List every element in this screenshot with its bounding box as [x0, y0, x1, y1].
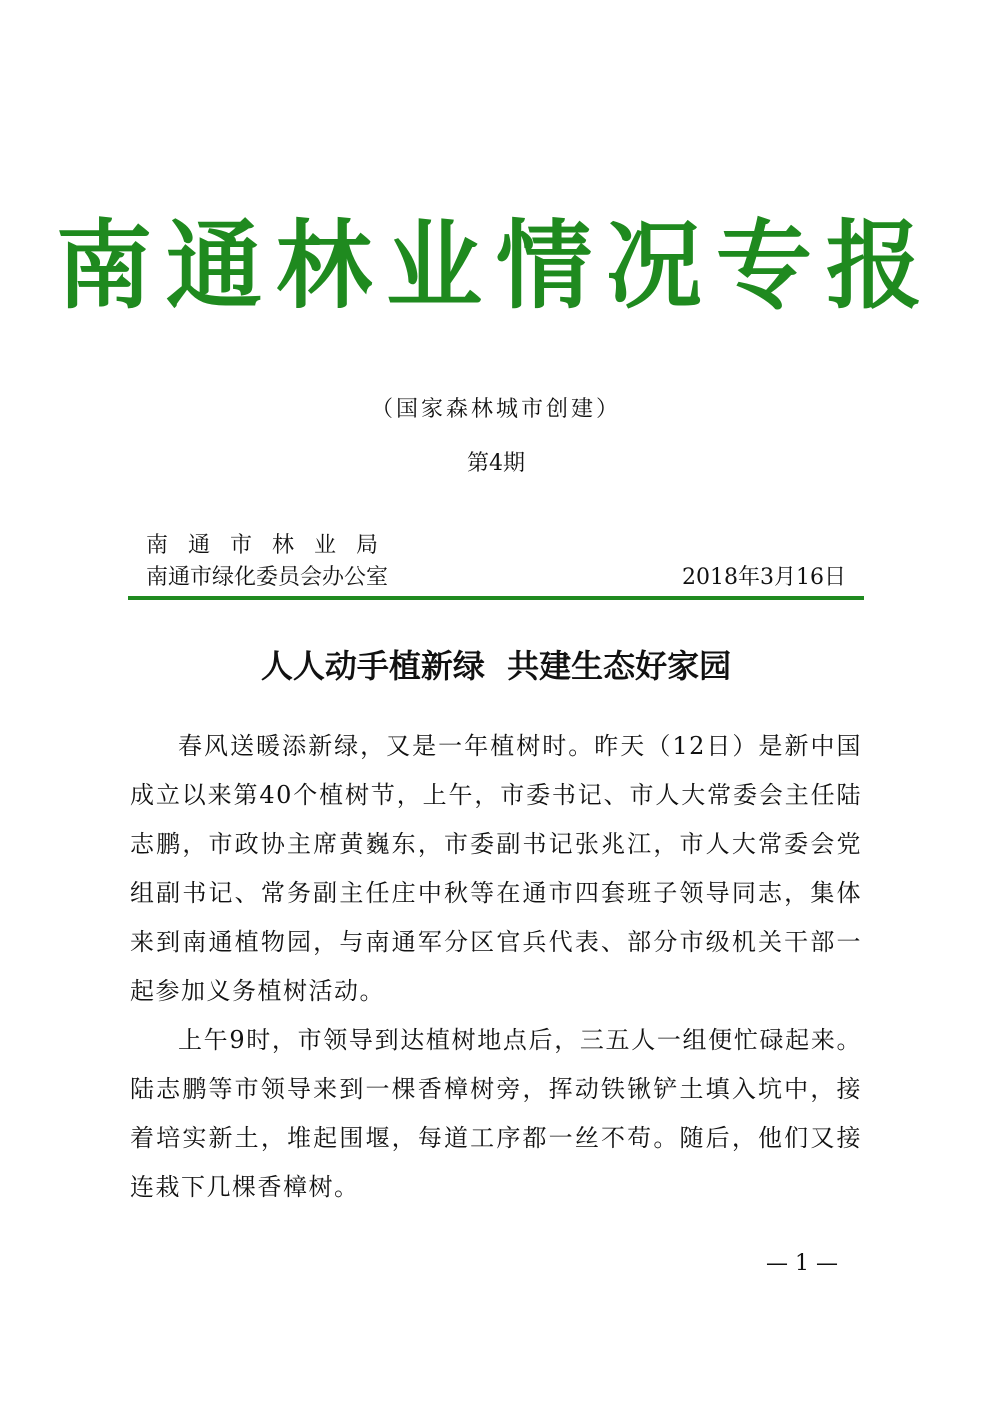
- header-divider: [128, 596, 864, 600]
- issuer-forestry-bureau: 南通市林业局: [146, 533, 399, 558]
- masthead-title: 南通林业情况专报: [56, 209, 936, 322]
- issue-number: 第4期: [467, 451, 525, 476]
- page-number: — 1 —: [766, 1251, 838, 1276]
- article-title: 人人动手植新绿 共建生态好家园: [260, 647, 732, 685]
- article-body: [130, 722, 862, 1212]
- issue-date: 2018年3月16日: [682, 565, 846, 590]
- paragraph: 春风送暖添新绿，又是一年植树时。昨天（12日）是新中国成立以来第40个植树节，上午，市委书记、市人大常委会主任陆志鹏，市政协主席黄巍东，市委副书记张兆江，市人大常委会党组副书记、常务副主任庄中秋等在通市四套班子领导同志，集体来到南通植物园，与南通军分区官兵代表、部分市级机关干部一起参加义务植树活动。: [130, 732, 862, 1005]
- paragraph: 上午9时，市领导到达植树地点后，三五人一组便忙碌起来。陆志鹏等市领导来到一棵香樟树旁，挥动铁锹铲土填入坑中，接着培实新土，堆起围堰，每道工序都一丝不苟。随后，他们又接连栽下几棵香樟树。: [130, 1026, 862, 1201]
- series-subtitle: （国家森林城市创建）: [370, 397, 621, 422]
- issuer-greening-office: 南通市绿化委员会办公室: [146, 565, 389, 590]
